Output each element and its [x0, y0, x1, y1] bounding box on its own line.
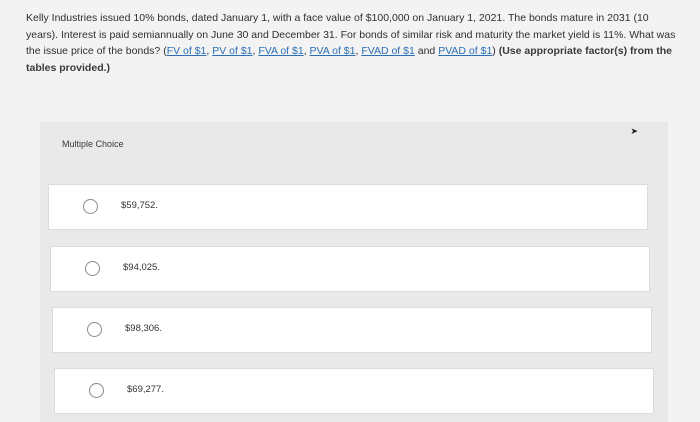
multiple-choice-panel [40, 122, 668, 422]
link-pvad-of-1[interactable]: PVAD of $1 [438, 45, 493, 57]
question-text [26, 10, 676, 76]
choice-option-1[interactable] [48, 184, 648, 230]
link-fva-of-1[interactable]: FVA of $1 [258, 45, 304, 57]
question-body: Kelly Industries issued 10% bonds, dated January 1, with a face value of $100,000 on January 1, 2021. The bonds mature in 2031 (10 years). Interest is paid semiannually on June 30 and December 31. For bonds of similar risk and maturity the market yield is 11%. What was the issue price of the bonds? [26, 12, 676, 57]
link-fv-of-1[interactable]: FV of $1 [166, 45, 207, 57]
link-pv-of-1[interactable]: PV of $1 [212, 45, 253, 57]
choice-option-4[interactable] [54, 368, 654, 414]
radio-button-3[interactable] [87, 322, 102, 337]
table-links: (FV of $1, PV of $1, FVA of $1, PVA of $1, FVAD of $1 and PVAD of $1) [163, 45, 496, 57]
choice-option-3[interactable] [52, 307, 652, 353]
radio-button-2[interactable] [85, 261, 100, 276]
instruction-text: (Use appropriate factor(s) from the tables provided.) [26, 45, 672, 74]
choice-label-4: $69,277. [127, 384, 164, 395]
choice-label-3: $98,306. [125, 323, 162, 334]
link-pva-of-1[interactable]: PVA of $1 [309, 45, 356, 57]
radio-button-1[interactable] [83, 199, 98, 214]
choice-option-2[interactable] [50, 246, 650, 292]
radio-button-4[interactable] [89, 383, 104, 398]
choice-label-2: $94,025. [123, 262, 160, 273]
link-fvad-of-1[interactable]: FVAD of $1 [361, 45, 415, 57]
choice-label-1: $59,752. [121, 200, 158, 211]
pointer-arrow-icon: ➤ [630, 126, 638, 136]
multiple-choice-header: Multiple Choice [62, 139, 124, 149]
